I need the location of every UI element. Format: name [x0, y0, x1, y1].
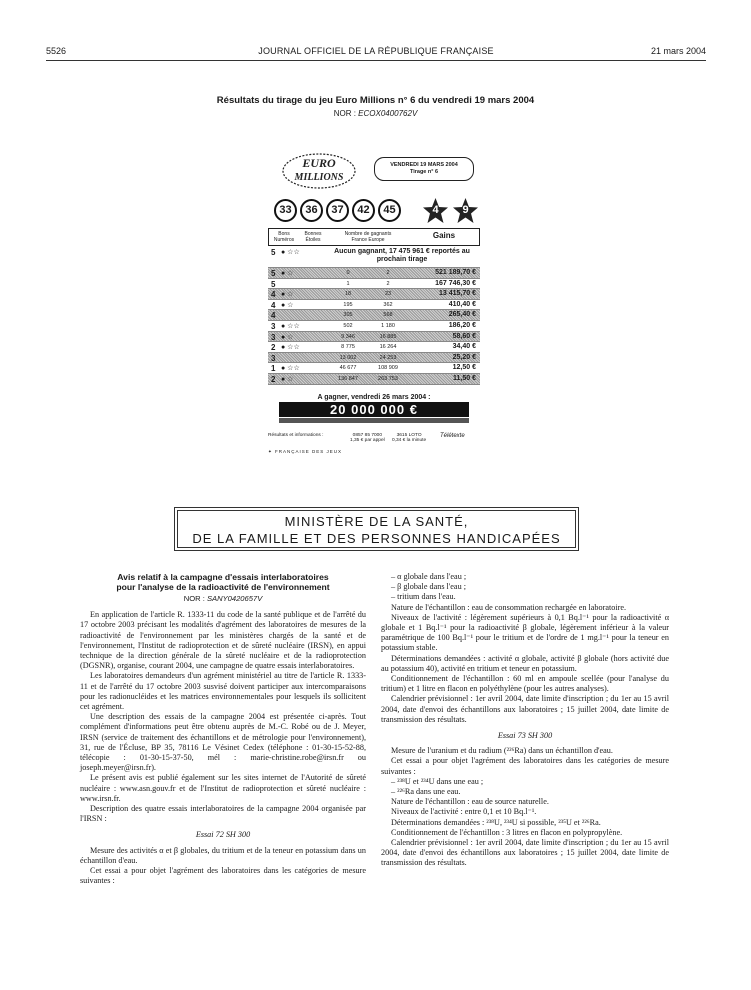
page-number: 5526	[46, 46, 67, 56]
paragraph: En application de l'article R. 1333-11 du code de la santé publique et de l'arrêté du 17 octobre 2003 précisant les modalités d'agrément des laboratoires de mesures de la radioactivité de l'environnement par les ministères chargés de la santé et de l'environnement, l'Institut de radioprotection et de sûreté nucléaire (IRSN), en appui technique de la direction générale de la sûreté nucléaire et de la radioprotection (DGSNR), organise, courant 2004, une campagne de quatre essais interlaboratoires.	[80, 610, 366, 671]
paragraph: Mesure de l'uranium et du radium (²²⁶Ra) dans un échantillon d'eau.	[391, 746, 613, 756]
essai-heading: Essai 73 SH 300	[497, 731, 553, 741]
euromillions-title: Résultats du tirage du jeu Euro Millions n° 6 du vendredi 19 mars 2004	[216, 95, 535, 106]
list-item: – tritium dans l'eau.	[391, 592, 456, 602]
fdj-footer: ✦ FRANÇAISE DES JEUX	[268, 449, 343, 454]
euromillions-logo	[280, 149, 358, 191]
col-header-stars: Bonnes Étoiles	[304, 231, 322, 243]
winning-numbers	[274, 197, 484, 227]
table-row: 2 ● ☆ 136 847 263 753 11,50 €	[268, 374, 480, 385]
table-row: 4 ● ☆ 195 362 410,40 €	[268, 300, 480, 311]
jackpot-row: 5 ● ☆☆ Aucun gagnant, 17 475 961 € reportés au prochain tirage	[268, 247, 480, 268]
fine-print-bar	[279, 418, 469, 423]
paragraph: Les laboratoires demandeurs d'un agrément ministériel au titre de l'article R. 1333-11 et de l'arrêté du 17 octobre 2003 susvisé doivent participer aux intercomparaisons pour les radionucléides et les matrices environnementales pour lesquels ils sollicitent cet agrément.	[80, 671, 366, 712]
right-column	[381, 572, 669, 869]
next-jackpot-label: A gagner, vendredi 26 mars 2004 :	[317, 394, 431, 401]
table-row: 4 305 568 265,40 €	[268, 310, 480, 321]
ball-5: 45	[378, 199, 401, 222]
ministry-line-1: MINISTÈRE DE LA SANTÉ,	[284, 514, 469, 529]
paragraph: Cet essai a pour objet l'agrément des laboratoires dans les catégories de mesure suivantes :	[381, 756, 669, 776]
paragraph: Le présent avis est publié également sur les sites internet de l'Autorité de sûreté nucléaire : www.asn.gouv.fr et de l'Institut de radioprotection et sûreté nucléaire : www.irsn.fr.	[80, 773, 366, 803]
ministry-heading	[174, 507, 579, 551]
avis-nor: NOR : SANY0420657V	[183, 594, 263, 603]
col-header-numbers: Bons Numéros	[273, 231, 295, 243]
paragraph: Conditionnement de l'échantillon : 3 litres en flacon en polypropylène.	[391, 827, 623, 837]
list-item: – β globale dans l'eau ;	[391, 582, 466, 592]
table-row: 3 13 002 24 253 25,20 €	[268, 353, 480, 364]
paragraph: Cet essai a pour objet l'agrément des laboratoires dans les catégories de mesure suivantes :	[80, 866, 366, 886]
paragraph: Description des quatre essais interlaboratoires de la campagne 2004 organisée par l'IRSN :	[80, 804, 366, 824]
paragraph: Nature de l'échantillon : eau de source naturelle.	[391, 797, 549, 807]
paragraph: Une description des essais de la campagne 2004 est présentée ci-après. Tout complément d'informations peut être obtenu auprès de M.-C. Robé ou de J. Meyer, IRSN (service de traitement des échantillons et de métrologie pour l'environnement), 31, rue de l'Écluse, BP 35, 78116 Le Vésinet Cedex (téléphone : 01-30-15-52-88, télécopie : 01-30-15-37-50, mél : marie-christine.robe@irsn.fr ou joseph.meyer@irsn.fr).	[80, 712, 366, 773]
ball-3: 37	[326, 199, 349, 222]
paragraph: Mesure des activités α et β globales, du tritium et de la teneur en potassium dans un échantillon d'eau.	[80, 845, 366, 865]
table-row: 1 ● ☆☆ 46 677 108 909 12,50 €	[268, 363, 480, 374]
logo-text-millions: MILLIONS	[294, 172, 344, 183]
euromillions-nor: NOR : ECOX0400762V	[333, 109, 418, 118]
journal-title: JOURNAL OFFICIEL DE LA RÉPUBLIQUE FRANÇAISE	[258, 46, 494, 56]
avis-title: Avis relatif à la campagne d'essais interlaboratoires pour l'analyse de la radioactivité de l'environnement	[116, 572, 330, 592]
paragraph: Déterminations demandées : activité α globale, activité β globale (hors activité due au potassium 40), activité en tritium et teneur en potassium.	[381, 653, 669, 673]
results-table	[268, 247, 480, 385]
paragraph: Calendrier prévisionnel : 1er avril 2004, date limite d'inscription ; du 1er au 15 avril 2004, date d'envoi des échantillons aux laboratoires ; 15 juillet 2004, date limite de transmission des résultats.	[381, 838, 669, 868]
header-rule	[46, 60, 706, 61]
results-ticket	[258, 131, 490, 464]
table-row: 2 ● ☆☆ 8 775 16 264 34,40 €	[268, 342, 480, 353]
table-row: 4 ● ☆ 18 23 13 415,70 €	[268, 289, 480, 300]
teletexte-logo: Télétexte	[440, 433, 465, 439]
paragraph: Déterminations demandées : ²³⁸U, ²³⁴U si possible, ²³⁵U et ²²⁶Ra.	[391, 817, 601, 827]
draw-date: VENDREDI 19 MARS 2004	[390, 162, 458, 168]
list-item: – α globale dans l'eau ;	[391, 572, 467, 581]
jackpot-note: Aucun gagnant, 17 475 961 € reportés au prochain tirage	[334, 248, 470, 263]
table-row: 5 ● ☆ 0 2 521 189,70 €	[268, 268, 480, 279]
col-header-gains: Gains	[432, 231, 456, 240]
info-line: Résultats et informations : 0857 85 7000 1,35 € par appel 3615 LOTO 0,34 € la minute Télétexte	[268, 433, 465, 443]
nor-code: ECOX0400762V	[358, 109, 418, 118]
left-column	[80, 572, 366, 886]
table-row: 3 ● ☆☆ 502 1 180 186,20 €	[268, 321, 480, 332]
paragraph: Calendrier prévisionnel : 1er avril 2004, date limite d'inscription ; du 1er au 15 avril 2004, date d'envoi des échantillons aux laboratoires ; 15 juillet 2004, date limite de transmission des résultats.	[381, 694, 669, 724]
essai-heading: Essai 72 SH 300	[195, 830, 251, 840]
results-table-header	[268, 228, 480, 246]
paragraph: Niveaux de l'activité : entre 0,1 et 10 Bq.l⁻¹.	[391, 807, 537, 817]
draw-number: Tirage n° 6	[409, 169, 439, 175]
draw-info-box	[374, 157, 474, 181]
ball-2: 36	[300, 199, 323, 222]
star-1: 4	[422, 197, 449, 224]
next-jackpot	[268, 394, 480, 430]
next-jackpot-amount: 20 000 000 €	[279, 402, 469, 417]
paragraph: Nature de l'échantillon : eau de consommation rechargée en laboratoire.	[391, 602, 627, 612]
logo-text-euro: EURO	[302, 156, 336, 170]
table-row: 3 ● ☆ 9 346 16 885 58,60 €	[268, 332, 480, 343]
col-header-winners: Nombre de gagnants France Europe	[344, 231, 392, 243]
paragraph: Niveaux de l'activité : légèrement supérieurs à 0,1 Bq.l⁻¹ pour la radioactivité α globale et 1 Bq.l⁻¹ pour la radioactivité β globale, légèrement inférieur à la valeur paramétrique de 100 Bq.l⁻¹ pour le tritium et de l'ordre de 1 mg.l⁻¹ pour la teneur en potassium stable.	[381, 612, 669, 653]
table-row: 5 1 2 167 746,30 €	[268, 279, 480, 290]
star-2: 9	[452, 197, 479, 224]
list-item: – ²³⁸U et ²³⁴U dans une eau ;	[391, 776, 484, 786]
list-item: – ²²⁶Ra dans une eau.	[391, 787, 461, 797]
ball-4: 42	[352, 199, 375, 222]
issue-date: 21 mars 2004	[650, 46, 706, 56]
ministry-line-2: DE LA FAMILLE ET DES PERSONNES HANDICAPÉES	[192, 531, 561, 546]
paragraph: Conditionnement de l'échantillon : 60 ml en ampoule scellée (pour l'analyse du tritium) et 1 litre en flacon en polyéthylène (pour les autres analyses).	[381, 674, 669, 694]
ball-1: 33	[274, 199, 297, 222]
